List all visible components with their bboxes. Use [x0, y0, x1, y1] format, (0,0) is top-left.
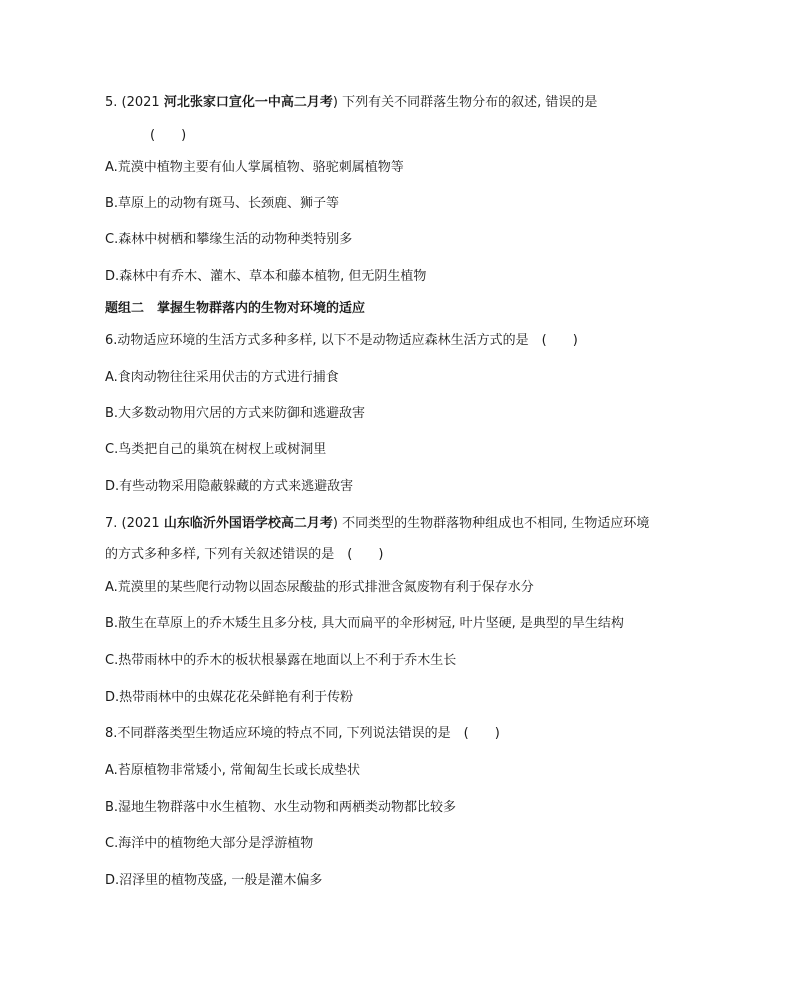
q5-option-d: D.森林中有乔木、灌木、草本和藤本植物, 但无阴生植物: [105, 269, 427, 284]
q5-source-close: ): [332, 95, 338, 110]
q7-stem-text: 不同类型的生物群落物种组成也不相同, 生物适应环境: [342, 516, 650, 531]
q6-option-b: B.大多数动物用穴居的方式来防御和逃避敌害: [105, 406, 366, 421]
q8-option-c: C.海洋中的植物绝大部分是浮游植物: [105, 836, 314, 851]
q5-source-open: (2021: [121, 95, 164, 110]
q5-stem: [105, 94, 597, 112]
q7-source-close: ): [332, 516, 338, 531]
q5-answer-blank: ( ): [150, 128, 187, 143]
group-title: 题组二 掌握生物群落内的生物对环境的适应: [105, 301, 366, 316]
q6-option-d: D.有些动物采用隐蔽躲藏的方式来逃避敌害: [105, 479, 354, 494]
q8-option-a: A.苔原植物非常矮小, 常匍匐生长或长成垫状: [105, 763, 361, 778]
q8-option-b: B.湿地生物群落中水生植物、水生动物和两栖类动物都比较多: [105, 800, 457, 815]
q8-option-d: D.沼泽里的植物茂盛, 一般是灌木偏多: [105, 873, 323, 888]
q7-option-c: C.热带雨林中的乔木的板状根暴露在地面以上不利于乔木生长: [105, 653, 457, 668]
q7-stem: [105, 515, 649, 533]
q5-source: 河北张家口宣化一中高二月考: [163, 95, 333, 110]
q5-option-c: C.森林中树栖和攀缘生活的动物种类特别多: [105, 232, 353, 247]
q7-source: 山东临沂外国语学校高二月考: [163, 516, 333, 531]
q7-number: 7.: [105, 516, 118, 531]
q5-option-a: A.荒漠中植物主要有仙人掌属植物、骆驼刺属植物等: [105, 160, 404, 175]
q6-stem: 6.动物适应环境的生活方式多种多样, 以下不是动物适应森林生活方式的是 ( ): [105, 333, 578, 348]
q7-option-a: A.荒漠里的某些爬行动物以固态尿酸盐的形式排泄含氮废物有利于保存水分: [105, 580, 534, 595]
q7-option-b: B.散生在草原上的乔木矮生且多分枝, 具大而扁平的伞形树冠, 叶片坚硬, 是典型的旱生结构: [105, 616, 624, 631]
q5-option-b: B.草原上的动物有斑马、长颈鹿、狮子等: [105, 196, 340, 211]
q7-stem-continued: 的方式多种多样, 下列有关叙述错误的是 ( ): [105, 547, 384, 562]
q8-stem: 8.不同群落类型生物适应环境的特点不同, 下列说法错误的是 ( ): [105, 726, 500, 741]
q7-source-open: (2021: [121, 516, 164, 531]
q5-stem-text: 下列有关不同群落生物分布的叙述, 错误的是: [342, 95, 598, 110]
q5-number: 5.: [105, 95, 118, 110]
q7-option-d: D.热带雨林中的虫媒花花朵鲜艳有利于传粉: [105, 690, 354, 705]
q6-option-a: A.食肉动物往往采用伏击的方式进行捕食: [105, 370, 339, 385]
q6-option-c: C.鸟类把自己的巢筑在树杈上或树洞里: [105, 442, 327, 457]
